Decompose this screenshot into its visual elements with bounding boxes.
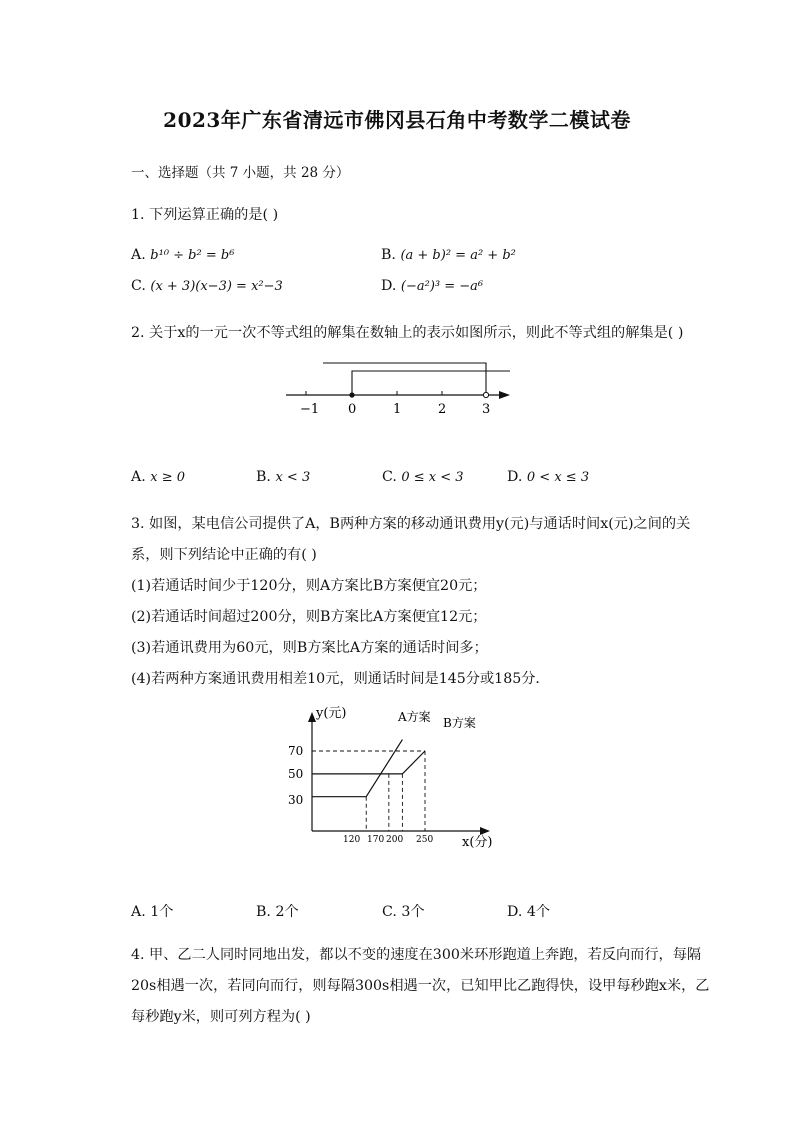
x-axis-label: x(分) (462, 835, 493, 850)
q4-line3: 每秒跑y米，则可列方程为( ) (131, 1009, 311, 1025)
x-tick-label: 200 (386, 835, 404, 845)
number-line-figure (280, 355, 520, 420)
q1-stem: 1. 下列运算正确的是( ) (131, 207, 279, 223)
option-letter: A. (131, 904, 146, 920)
fee-line-chart (280, 700, 510, 858)
q1-option-b (381, 247, 516, 263)
option-expr: x < 3 (275, 470, 311, 485)
q3-statement-2: (2)若通话时间超过200分，则B方案比A方案便宜12元； (131, 609, 487, 625)
page-title: 2023年广东省清远市佛冈县石角中考数学二模试卷 (163, 108, 631, 132)
q3-statement-1: (1)若通话时间少于120分，则A方案比B方案便宜20元； (131, 578, 487, 594)
option-expr: x ≥ 0 (150, 470, 186, 485)
q2-option-d (507, 469, 589, 485)
q3-option-d (507, 901, 550, 921)
tick-label: 1 (393, 402, 402, 417)
option-letter: C. (382, 469, 397, 485)
series-line-b (312, 751, 425, 774)
open-point-three (483, 392, 488, 397)
option-expr: 1个 (150, 904, 174, 920)
x-tick-label: 120 (343, 835, 361, 845)
tick-label: 2 (438, 402, 447, 417)
option-letter: A. (131, 469, 146, 485)
option-letter: B. (256, 904, 271, 920)
q2-option-a (131, 469, 185, 485)
axis-arrow (499, 391, 510, 399)
q2-stem: 2. 关于x的一元一次不等式组的解集在数轴上的表示如图所示，则此不等式组的解集是( ) (131, 325, 684, 341)
option-letter: D. (507, 469, 523, 485)
q3-stem-line2: 系，则下列结论中正确的有( ) (131, 547, 317, 563)
q3-option-b (256, 901, 299, 921)
series-label-a: A方案 (398, 710, 431, 724)
y-tick-label: 70 (288, 744, 304, 758)
y-tick-label: 30 (288, 793, 304, 807)
option-letter: B. (381, 247, 396, 263)
option-expr: 0 < x ≤ 3 (526, 470, 590, 485)
q3-statement-4: (4)若两种方案通讯费用相差10元，则通话时间是145分或185分． (131, 671, 550, 687)
x-axis-arrow (480, 827, 490, 835)
option-letter: D. (507, 904, 523, 920)
y-axis-arrow (308, 712, 316, 722)
q4-line1: 4. 甲、乙二人同时同地出发，都以不变的速度在300米环形跑道上奔跑，若反向而行，每隔 (131, 947, 702, 963)
option-expr: (x + 3)(x−3) = x²−3 (150, 279, 283, 294)
option-expr: 3个 (401, 904, 425, 920)
y-tick-label: 50 (288, 767, 304, 781)
q3-option-a (131, 901, 174, 921)
option-expr: 2个 (275, 904, 299, 920)
q3-option-c (382, 901, 425, 921)
q3-stem-line1: 3. 如图，某电信公司提供了A，B两种方案的移动通讯费用y(元)与通话时间x(元)之间的关 (131, 516, 691, 532)
section-heading: 一、选择题（共 7 小题，共 28 分） (131, 165, 350, 181)
tick-label: 0 (348, 402, 357, 417)
option-letter: C. (131, 278, 146, 294)
option-expr: 4个 (526, 904, 551, 920)
option-letter: D. (381, 278, 397, 294)
q1-option-a (131, 247, 234, 263)
solid-point-zero (349, 392, 354, 397)
option-letter: A. (131, 247, 146, 263)
option-letter: B. (256, 469, 271, 485)
tick-label: 3 (482, 402, 491, 417)
x-tick-label: 170 (367, 835, 385, 845)
series-label-b: B方案 (443, 716, 476, 730)
y-axis-label: y(元) (316, 706, 347, 721)
q4-line2: 20s相遇一次，若同向而行，则每隔300s相遇一次，已知甲比乙跑得快，设甲每秒跑x米，乙 (131, 978, 710, 994)
option-expr: (a + b)² = a² + b² (400, 248, 516, 263)
q1-option-c (131, 278, 283, 294)
q2-option-b (256, 469, 310, 485)
option-letter: C. (382, 904, 397, 920)
q1-option-d (381, 278, 483, 294)
option-expr: b¹⁰ ÷ b² = b⁶ (150, 248, 235, 263)
option-expr: 0 ≤ x < 3 (401, 470, 464, 485)
tick-label: −1 (300, 402, 320, 417)
option-expr: (−a²)³ = −a⁶ (400, 279, 484, 294)
q3-statement-3: (3)若通讯费用为60元，则B方案比A方案的通话时间多； (131, 640, 488, 656)
bracket-to-three (323, 363, 486, 395)
q2-option-c (382, 469, 464, 485)
x-tick-label: 250 (416, 835, 434, 845)
